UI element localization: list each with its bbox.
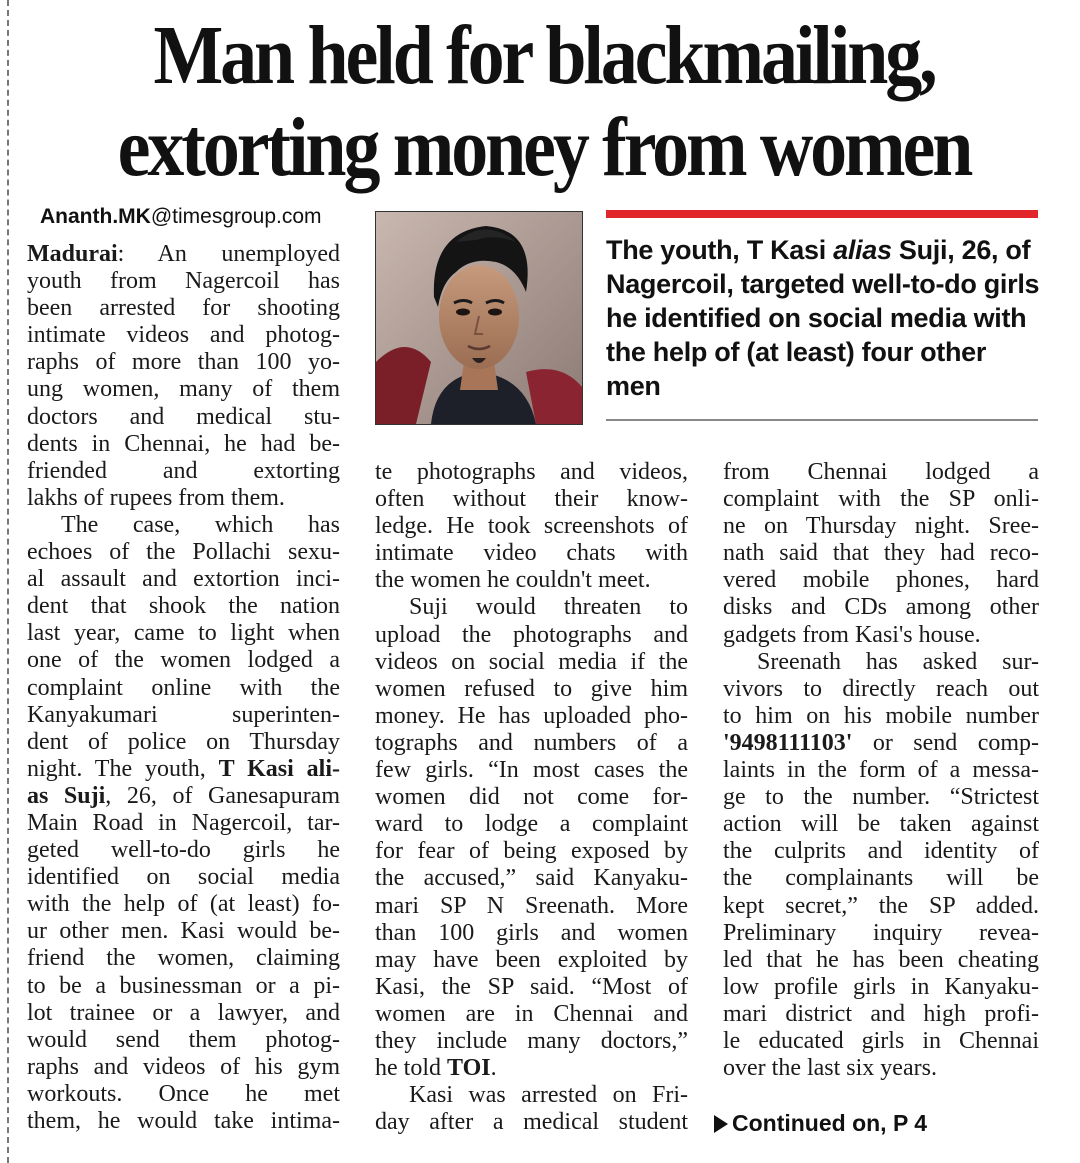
article-line: disks and CDs among other bbox=[723, 594, 1039, 621]
article-line: The case, which has bbox=[61, 511, 340, 538]
article-line: intimate videos and photog- bbox=[27, 322, 340, 349]
article-line: the accused,” said Kanyaku- bbox=[375, 865, 688, 892]
article-line: gadgets from Kasi's house. bbox=[723, 621, 981, 648]
accused-photo bbox=[375, 211, 583, 425]
article-line: raphs and videos of his gym bbox=[27, 1053, 340, 1080]
article-line: te photographs and videos, bbox=[375, 459, 688, 485]
article-line: complaint online with the bbox=[27, 674, 340, 701]
article-line: low profile girls in Kanyaku- bbox=[723, 973, 1039, 1000]
article-line: Madurai: An unemployed bbox=[27, 241, 340, 267]
pullquote bbox=[606, 233, 1046, 403]
article-line: vivors to directly reach out bbox=[723, 675, 1039, 702]
byline-domain: @timesgroup.com bbox=[150, 205, 322, 228]
article-line: upload the photographs and bbox=[375, 621, 688, 648]
article-line: Sreenath has asked sur- bbox=[757, 648, 1039, 675]
article-line: echoes of the Pollachi sexu- bbox=[27, 539, 340, 566]
article-line: al assault and extortion inci- bbox=[27, 566, 340, 593]
article-line: would send them photog- bbox=[27, 1026, 340, 1053]
article-line: vered mobile phones, hard bbox=[723, 567, 1039, 594]
article-line: Kanyakumari superinten- bbox=[27, 701, 340, 728]
article-line: may have been exploited by bbox=[375, 946, 688, 973]
pullquote-alias: alias bbox=[833, 235, 892, 265]
article-line: ne on Thursday night. Sree- bbox=[723, 513, 1039, 540]
article-line: ge to the number. “Strictest bbox=[723, 784, 1039, 811]
article-line: dent that shook the nation bbox=[27, 593, 340, 620]
headline-line-2: extorting money from women bbox=[117, 101, 971, 194]
article-column-1 bbox=[27, 241, 340, 1135]
article-line: Suji would threaten to bbox=[409, 594, 688, 621]
article-line: raphs of more than 100 yo- bbox=[27, 349, 340, 376]
article-line: them, he would take intima- bbox=[27, 1108, 340, 1134]
article-line: action will be taken against bbox=[723, 811, 1039, 838]
article-line: mari district and high profi- bbox=[723, 1000, 1039, 1027]
headline-line-1: Man held for blackmailing, bbox=[153, 9, 935, 102]
article-line: Preliminary inquiry revea- bbox=[723, 919, 1039, 946]
article-line: youth from Nagercoil has bbox=[27, 268, 340, 295]
article-line: lakhs of rupees from them. bbox=[27, 484, 285, 511]
article-line: led that he has been cheating bbox=[723, 946, 1039, 973]
article-line: intimate video chats with bbox=[375, 540, 688, 567]
article-line: videos on social media if the bbox=[375, 648, 688, 675]
article-line: '9498111103' or send comp- bbox=[723, 729, 1039, 756]
article-line: doctors and medical stu- bbox=[27, 403, 340, 430]
article-line: been arrested for shooting bbox=[27, 295, 340, 322]
article-line: dent of police on Thursday bbox=[27, 728, 340, 755]
article-line: day after a medical student bbox=[375, 1109, 688, 1136]
article-line: tographs and numbers of a bbox=[375, 729, 688, 756]
article-line: friended and extorting bbox=[27, 457, 340, 484]
article-line: identified on social media bbox=[27, 864, 340, 891]
headline bbox=[86, 10, 1001, 194]
article-line: ledge. He took screenshots of bbox=[375, 513, 688, 540]
continued-marker bbox=[714, 1110, 927, 1137]
article-line: women refused to give him bbox=[375, 675, 688, 702]
pullquote-part-1: The youth, T Kasi bbox=[606, 235, 834, 265]
article-line: money. He has uploaded pho- bbox=[375, 702, 688, 729]
article-line: ung women, many of them bbox=[27, 376, 340, 403]
article-line: ur other men. Kasi would be- bbox=[27, 918, 340, 945]
article-line: over the last six years. bbox=[723, 1055, 937, 1082]
article-line: the women he couldn't meet. bbox=[375, 567, 651, 594]
article-line: from Chennai lodged a bbox=[723, 459, 1039, 485]
article-column-3 bbox=[723, 459, 1039, 1082]
article-line: women did not come for- bbox=[375, 784, 688, 811]
article-line: night. The youth, T Kasi ali- bbox=[27, 755, 340, 782]
page-margin-border bbox=[7, 0, 9, 1163]
article-line: geted well-to-do girls he bbox=[27, 837, 340, 864]
article-line: nath said that they had reco- bbox=[723, 540, 1039, 567]
article-line: to him on his mobile number bbox=[723, 702, 1039, 729]
portrait-illustration bbox=[376, 212, 582, 424]
byline-name: Ananth.MK bbox=[40, 205, 151, 228]
pullquote-bottom-rule bbox=[606, 419, 1038, 421]
article-line: last year, came to light when bbox=[27, 620, 340, 647]
article-line: he told TOI. bbox=[375, 1055, 497, 1082]
article-line: the complainants will be bbox=[723, 865, 1039, 892]
article-line: mari SP N Sreenath. More bbox=[375, 892, 688, 919]
pullquote-accent-bar bbox=[606, 210, 1038, 218]
continued-text: Continued on, P 4 bbox=[732, 1110, 928, 1136]
article-line: one of the women lodged a bbox=[27, 647, 340, 674]
article-line: friend the women, claiming bbox=[27, 945, 340, 972]
play-triangle-icon bbox=[714, 1115, 728, 1133]
article-line: women are in Chennai and bbox=[375, 1000, 688, 1027]
article-line: kept secret,” the SP added. bbox=[723, 892, 1039, 919]
article-line: le educated girls in Chennai bbox=[723, 1027, 1039, 1054]
pullquote-part-2: Suji, 26, of Nagercoil, targeted well-to-do girls he identified on social media with the help of (at least) four other men bbox=[606, 235, 1040, 401]
article-line: with the help of (at least) fo- bbox=[27, 891, 340, 918]
article-column-2 bbox=[375, 459, 688, 1136]
article-line: than 100 girls and women bbox=[375, 919, 688, 946]
article-line: often without their know- bbox=[375, 486, 688, 513]
article-line: Main Road in Nagercoil, tar- bbox=[27, 809, 340, 836]
article-line: lot trainee or a lawyer, and bbox=[27, 999, 340, 1026]
article-line: few girls. “In most cases the bbox=[375, 757, 688, 784]
article-line: the culprits and identity of bbox=[723, 838, 1039, 865]
byline bbox=[40, 205, 322, 229]
article-line: Kasi was arrested on Fri- bbox=[409, 1082, 688, 1109]
article-line: as Suji, 26, of Ganesapuram bbox=[27, 782, 340, 809]
article-line: they include many doctors,” bbox=[375, 1027, 688, 1054]
article-line: complaint with the SP onli- bbox=[723, 486, 1039, 513]
article-line: workouts. Once he met bbox=[27, 1080, 340, 1107]
article-line: to be a businessman or a pi- bbox=[27, 972, 340, 999]
article-line: Kasi, the SP said. “Most of bbox=[375, 973, 688, 1000]
article-line: ward to lodge a complaint bbox=[375, 811, 688, 838]
article-line: dents in Chennai, he had be- bbox=[27, 430, 340, 457]
article-line: for fear of being exposed by bbox=[375, 838, 688, 865]
article-line: laints in the form of a messa- bbox=[723, 757, 1039, 784]
